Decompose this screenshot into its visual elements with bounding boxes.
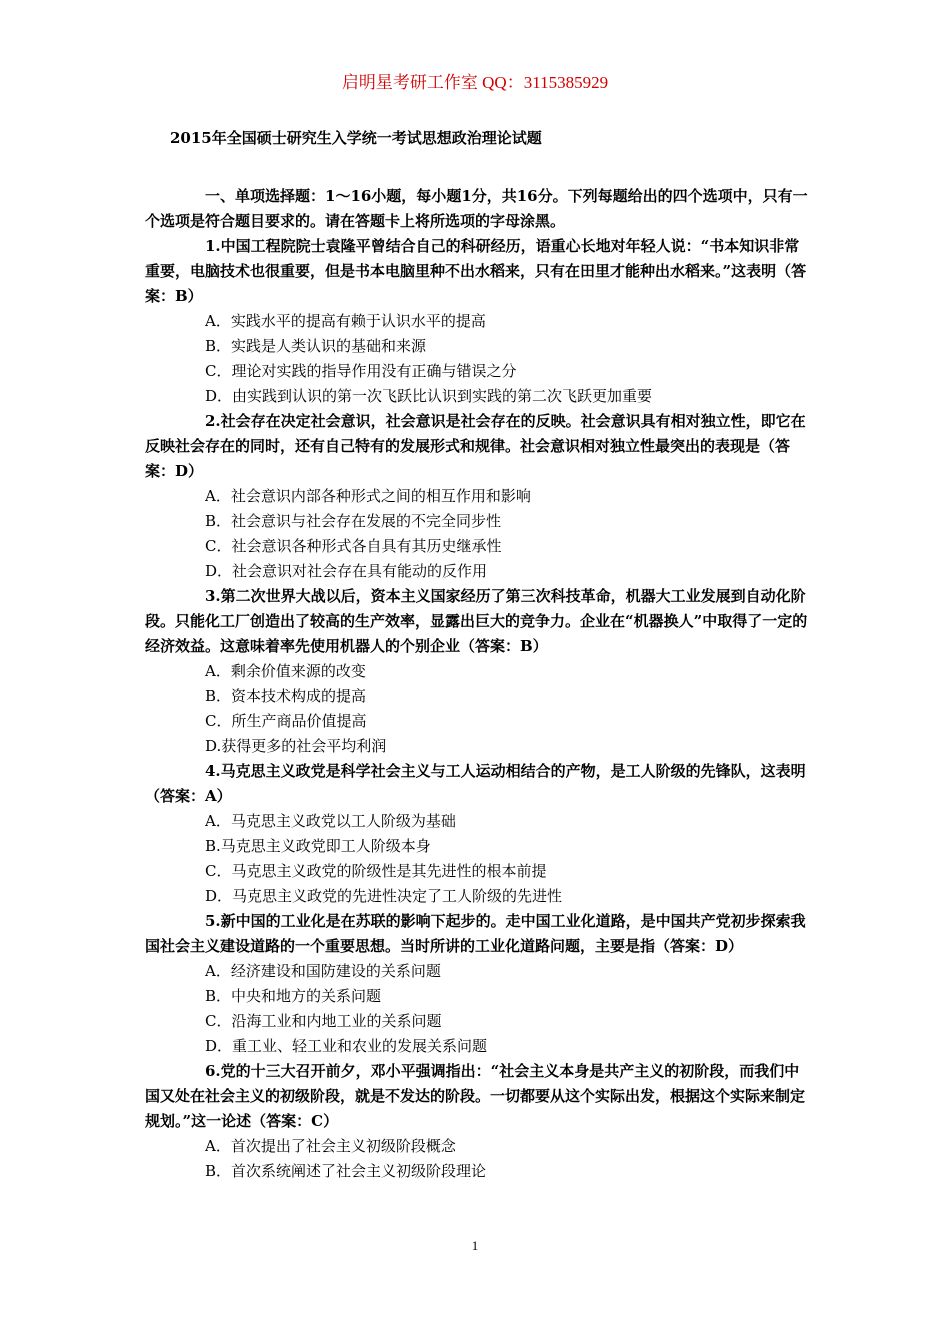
question-stem: 4.马克思主义政党是科学社会主义与工人运动相结合的产物，是工人阶级的先锋队，这表明（答案：A）: [145, 762, 806, 805]
answer-option: A．首次提出了社会主义初级阶段概念: [205, 1137, 456, 1155]
answer-option: B．实践是人类认识的基础和来源: [205, 337, 427, 355]
answer-option: C．马克思主义政党的阶级性是其先进性的根本前提: [205, 862, 547, 880]
page-number: 1: [471, 1238, 479, 1253]
answer-option: B．资本技术构成的提高: [205, 687, 367, 705]
document-body: [145, 184, 813, 1184]
answer-option: D．重工业、轻工业和农业的发展关系问题: [205, 1037, 488, 1055]
question-stem: 6.党的十三大召开前夕，邓小平强调指出：“社会主义本身是共产主义的初阶段，而我们中国又处在社会主义的初级阶段，就是不发达的阶段。一切都要从这个实际出发，根据这个实际来制定规划。”这一论述（答案：C）: [145, 1062, 806, 1130]
answer-option: D．马克思主义政党的先进性决定了工人阶级的先进性: [205, 887, 563, 905]
answer-option: D．由实践到认识的第一次飞跃比认识到实践的第二次飞跃更加重要: [205, 387, 653, 405]
answer-option: D．社会意识对社会存在具有能动的反作用: [205, 562, 488, 580]
answer-option: C．沿海工业和内地工业的关系问题: [205, 1012, 442, 1030]
answer-option: C．理论对实践的指导作用没有正确与错误之分: [205, 362, 517, 380]
answer-option: A．剩余价值来源的改变: [205, 662, 366, 680]
answer-option: B．中央和地方的关系问题: [205, 987, 382, 1005]
section-intro: 一、单项选择题：1～16小题，每小题1分，共16分。下列每题给出的四个选项中，只有一个选项是符合题目要求的。请在答题卡上将所选项的字母涂黑。: [145, 187, 808, 230]
answer-option: C．所生产商品价值提高: [205, 712, 367, 730]
answer-option: A．马克思主义政党以工人阶级为基础: [205, 812, 456, 830]
answer-option: B.马克思主义政党即工人阶级本身: [205, 837, 431, 855]
answer-option: C．社会意识各种形式各自具有其历史继承性: [205, 537, 502, 555]
answer-option: D.获得更多的社会平均利润: [205, 737, 387, 755]
exam-title: 2015年全国硕士研究生入学统一考试思想政治理论试题: [170, 129, 542, 147]
answer-option: B．首次系统阐述了社会主义初级阶段理论: [205, 1162, 487, 1180]
question-list: [145, 234, 813, 1184]
question-stem: 3.第二次世界大战以后，资本主义国家经历了第三次科技革命，机器大工业发展到自动化阶段。只能化工厂创造出了较高的生产效率，显露出巨大的竞争力。企业在“机器换人”中取得了一定的经济效益。这意味着率先使用机器人的个别企业（答案：B）: [145, 587, 808, 655]
answer-option: A．经济建设和国防建设的关系问题: [205, 962, 441, 980]
answer-option: A．社会意识内部各种形式之间的相互作用和影响: [205, 487, 531, 505]
question-stem: 1.中国工程院院士袁隆平曾结合自己的科研经历，语重心长地对年轻人说：“书本知识非常重要，电脑技术也很重要，但是书本电脑里种不出水稻来，只有在田里才能种出水稻来。”这表明（答案：B）: [145, 237, 807, 305]
question-stem: 2.社会存在决定社会意识，社会意识是社会存在的反映。社会意识具有相对独立性，即它在反映社会存在的同时，还有自己特有的发展形式和规律。社会意识相对独立性最突出的表现是（答案：D）: [145, 412, 806, 480]
page-header: 启明星考研工作室 QQ：3115385929: [341, 73, 609, 92]
answer-option: A．实践水平的提高有赖于认识水平的提高: [205, 312, 486, 330]
question-stem: 5.新中国的工业化是在苏联的影响下起步的。走中国工业化道路，是中国共产党初步探索我国社会主义建设道路的一个重要思想。当时所讲的工业化道路问题，主要是指（答案：D）: [145, 912, 806, 955]
answer-option: B．社会意识与社会存在发展的不完全同步性: [205, 512, 502, 530]
